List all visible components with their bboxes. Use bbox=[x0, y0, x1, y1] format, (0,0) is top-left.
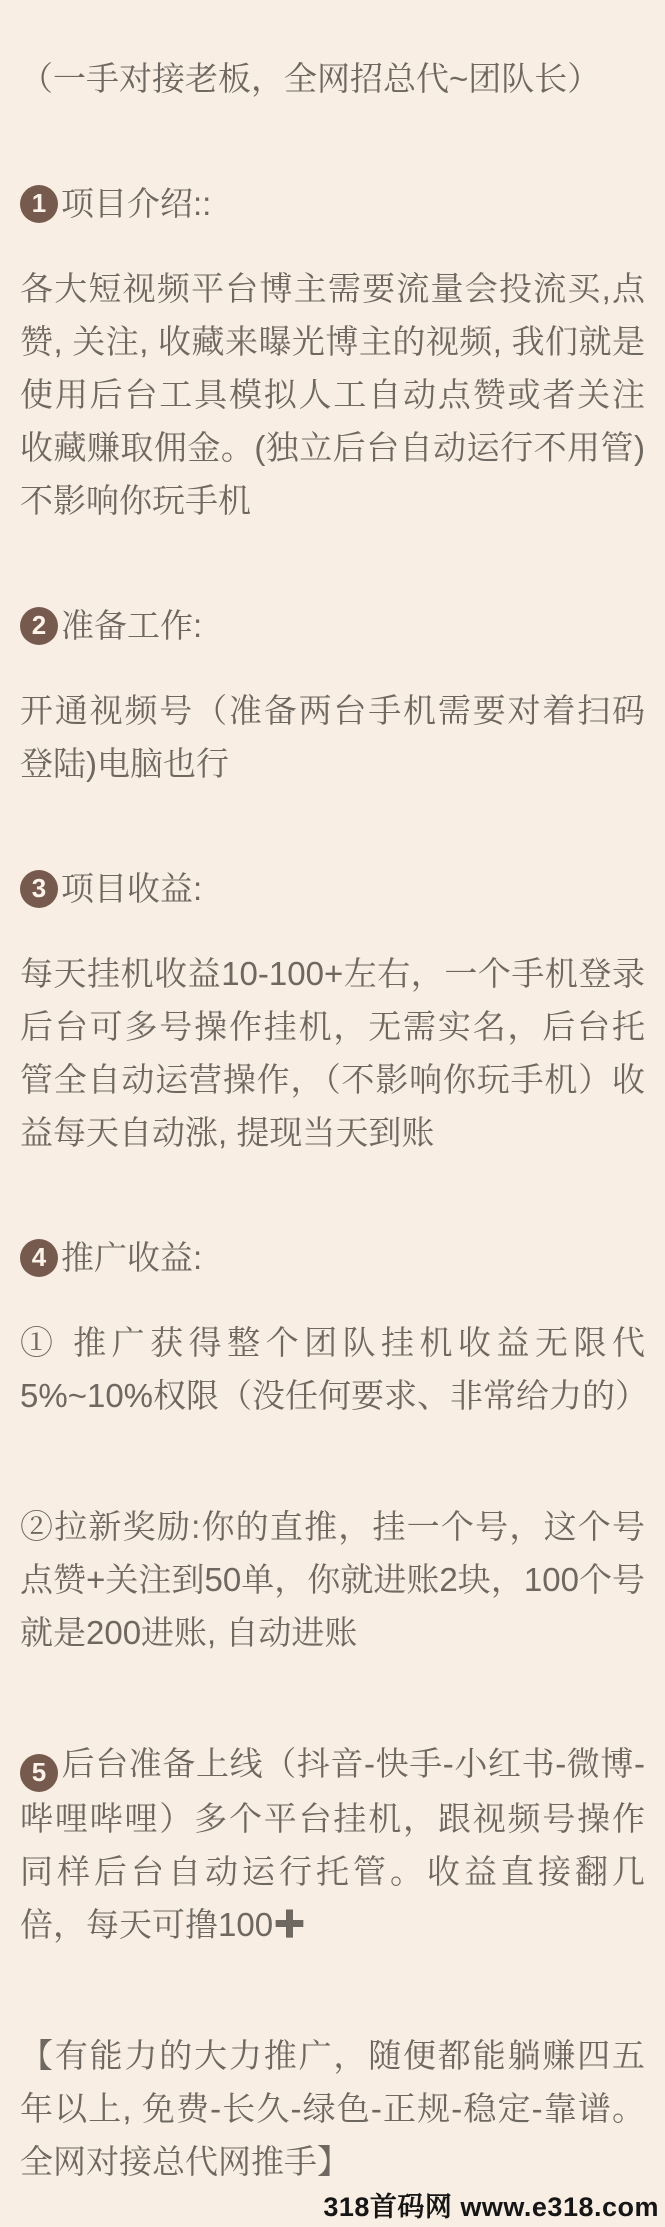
circled-number-3-icon: 3 bbox=[20, 870, 58, 908]
circled-number-1-icon: 1 bbox=[20, 185, 58, 223]
section-3-heading bbox=[20, 862, 645, 915]
header-line: （一手对接老板，全网招总代~团队长） bbox=[20, 60, 601, 97]
section-4-title: 推广收益: bbox=[61, 1239, 203, 1276]
section-4-heading bbox=[20, 1231, 645, 1284]
section-2-title: 准备工作: bbox=[61, 607, 203, 644]
circled-number-5-icon: 5 bbox=[20, 1754, 58, 1792]
section-1-heading bbox=[20, 177, 645, 230]
section-5-paragraph bbox=[20, 1737, 645, 1951]
section-2-paragraph: 开通视频号（准备两台手机需要对着扫码登陆)电脑也行 bbox=[20, 692, 645, 782]
section-3-paragraph: 每天挂机收益10-100+左右，一个手机登录后台可多号操作挂机，无需实名，后台托管全自动运营操作，（不影响你玩手机）收益每天自动涨, 提现当天到账 bbox=[20, 955, 645, 1151]
section-1-paragraph: 各大短视频平台博主需要流量会投流买,点赞, 关注, 收藏来曝光博主的视频, 我们就是使用后台工具模拟人工自动点赞或者关注收藏赚取佣金。(独立后台自动运行不用管)不影响你玩手机 bbox=[20, 270, 645, 519]
section-2-heading bbox=[20, 599, 645, 652]
section-1-title: 项目介绍:: bbox=[61, 185, 212, 222]
watermark: 318首码网 www.e318.com bbox=[323, 2192, 659, 2222]
footer-note: 【有能力的大力推广，随便都能躺赚四五年以上, 免费-长久-绿色-正规-稳定-靠谱。全网对接总代网推手】 bbox=[20, 2036, 645, 2180]
section-4-paragraph-2: ②拉新奖励:你的直推，挂一个号，这个号点赞+关注到50单，你就进账2块，100个号就是200进账, 自动进账 bbox=[20, 1508, 645, 1651]
section-5-text: 后台准备上线（抖音-快手-小红书-微博-哔哩哔哩）多个平台挂机，跟视频号操作同样后台自动运行托管。收益直接翻几倍，每天可撸100✚ bbox=[20, 1745, 645, 1943]
circled-number-4-icon: 4 bbox=[20, 1239, 58, 1277]
section-3-title: 项目收益: bbox=[61, 870, 203, 907]
circled-number-2-icon: 2 bbox=[20, 607, 58, 645]
section-4-paragraph-1: ① 推广获得整个团队挂机收益无限代5%~10%权限（没任何要求、非常给力的） bbox=[20, 1324, 649, 1414]
